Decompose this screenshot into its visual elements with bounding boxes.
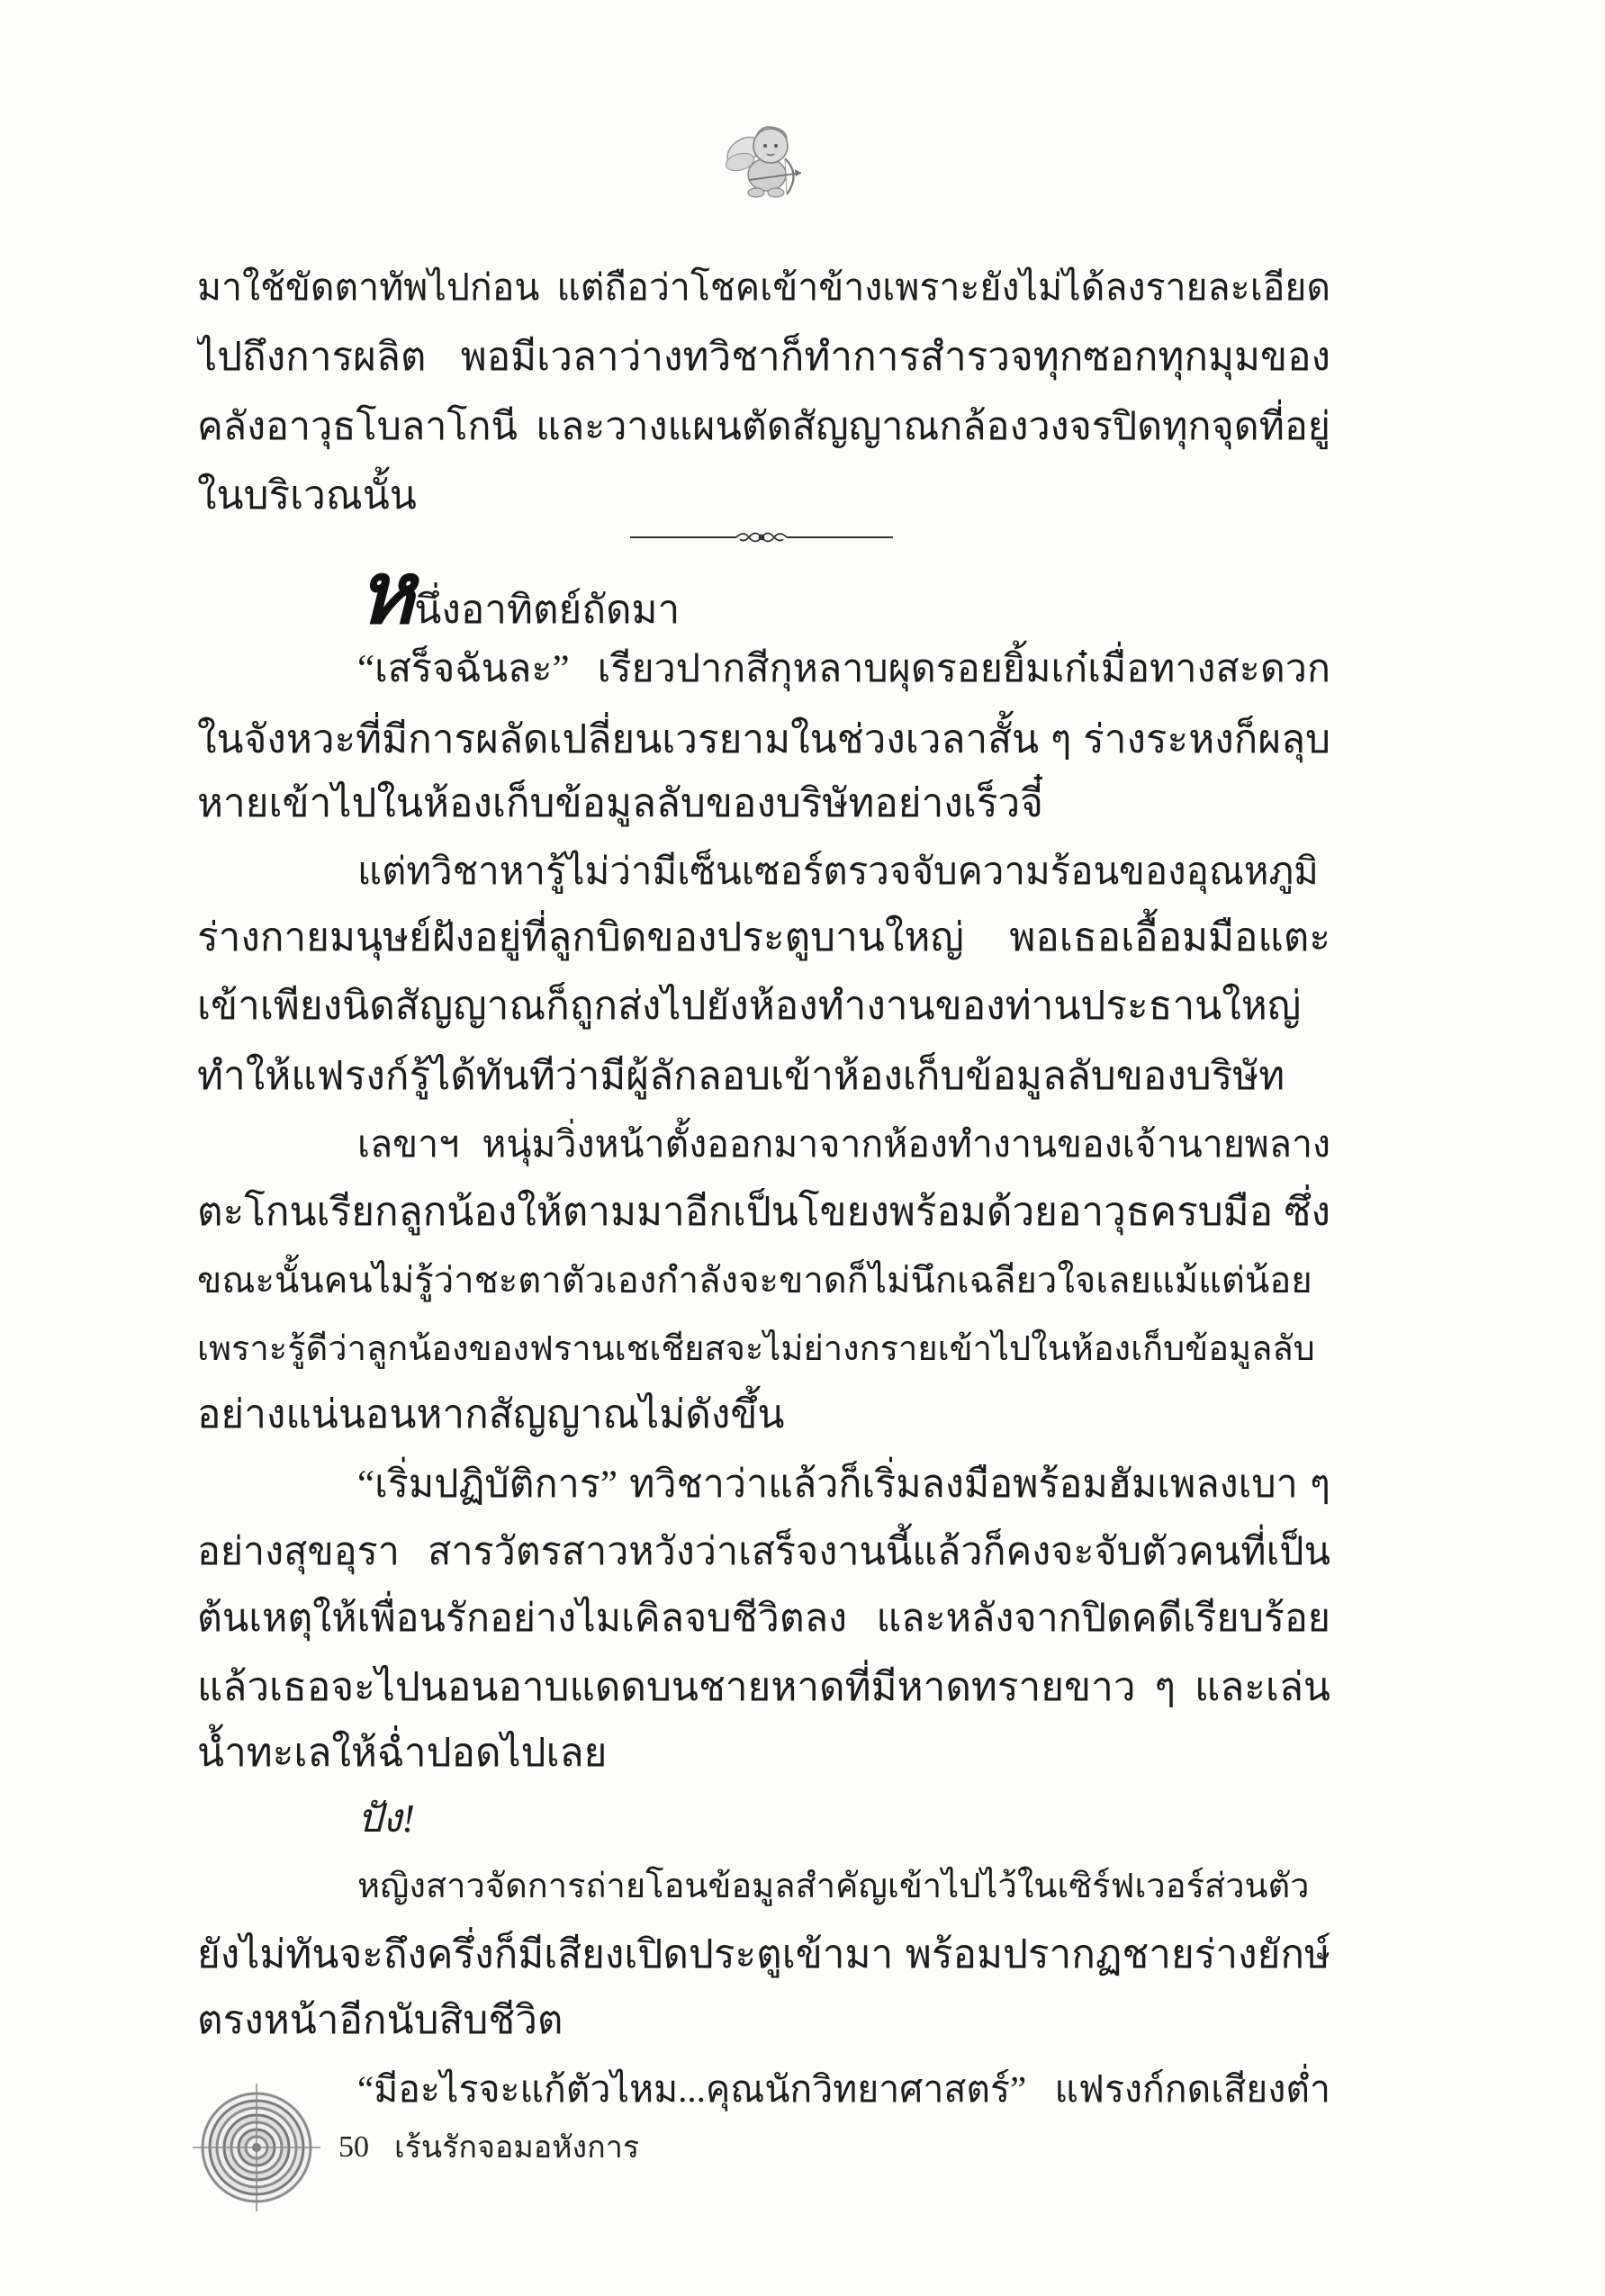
cupid-icon bbox=[722, 113, 807, 202]
drop-cap: ห bbox=[357, 545, 415, 642]
body-line: ตรงหน้าอีกนับสิบชีวิต bbox=[197, 1998, 564, 2042]
body-line: แต่ทวิชาหารู้ไม่ว่ามีเซ็นเซอร์ตรวจจับความร้อนของอุณหภูมิ bbox=[357, 851, 1319, 893]
body-line: ตะโกนเรียกลูกน้องให้ตามมาอีกเป็นโขยงพร้อมด้วยอาวุธครบมือ ซึ่ง bbox=[197, 1190, 1330, 1234]
body-line: อย่างแน่นอนหากสัญญาณไม่ดังขึ้น bbox=[197, 1392, 785, 1436]
body-line: หายเข้าไปในห้องเก็บข้อมูลลับของบริษัทอย่างเร็วจี๋ bbox=[197, 781, 1043, 825]
scroll-flourish-icon bbox=[736, 534, 787, 542]
body-line: ไปถึงการผลิต พอมีเวลาว่างทวิชาก็ทำการสำรวจทุกซอกทุกมุมของ bbox=[197, 335, 1330, 379]
body-line: คลังอาวุธโบลาโกนี และวางแผนตัดสัญญาณกล้องวงจรปิดทุกจุดที่อยู่ bbox=[197, 406, 1330, 448]
body-line: หญิงสาวจัดการถ่ายโอนข้อมูลสำคัญเข้าไปไว้ในเซิร์ฟเวอร์ส่วนตัว bbox=[357, 1868, 1310, 1905]
section-opening-text: นึ่งอาทิตย์ถัดมา bbox=[414, 588, 681, 632]
body-line: แล้วเธอจะไปนอนอาบแดดบนชายหาดที่มีหาดทรายขาว ๆ และเล่น bbox=[197, 1665, 1330, 1709]
body-line: เพราะรู้ดีว่าลูกน้องของฟรานเชเชียสจะไม่ย่างกรายเข้าไปในห้องเก็บข้อมูลลับ bbox=[197, 1330, 1315, 1368]
body-line: เลขาฯ หนุ่มวิ่งหน้าตั้งออกมาจากห้องทำงานของเจ้านายพลาง bbox=[357, 1123, 1330, 1165]
book-title: เร้นรักจอมอหังการ bbox=[394, 2130, 640, 2165]
body-line: ต้นเหตุให้เพื่อนรักอย่างไมเคิลจบชีวิตลง และหลังจากปิดคดีเรียบร้อย bbox=[197, 1598, 1330, 1640]
body-line: มาใช้ขัดตาทัพไปก่อน แต่ถือว่าโชคเข้าข้างเพราะยังไม่ได้ลงรายละเอียด bbox=[197, 266, 1330, 308]
body-line: ทำให้แฟรงก์รู้ได้ทันทีว่ามีผู้ลักลอบเข้าห้องเก็บข้อมูลลับของบริษัท bbox=[197, 1054, 1285, 1098]
body-line: น้ำทะเลให้ฉ่ำปอดไปเลย bbox=[197, 1731, 608, 1775]
page-number: 50 bbox=[338, 2130, 369, 2164]
body-line: ร่างกายมนุษย์ฝังอยู่ที่ลูกบิดของประตูบานใหญ่ พอเธอเอื้อมมือแตะ bbox=[197, 915, 1330, 959]
body-line: ในจังหวะที่มีการผลัดเปลี่ยนเวรยามในช่วงเวลาสั้น ๆ ร่างระหงก็ผลุบ bbox=[197, 717, 1330, 761]
body-line: ยังไม่ทันจะถึงครึ่งก็มีเสียงเปิดประตูเข้ามา พร้อมปรากฏชายร่างยักษ์ bbox=[197, 1932, 1330, 1976]
section-opening bbox=[357, 545, 1330, 642]
body-line: “เสร็จฉันละ” เรียวปากสีกุหลาบผุดรอยยิ้มเก๋เมื่อทางสะดวก bbox=[357, 648, 1330, 690]
body-line: ขณะนั้นคนไม่รู้ว่าชะตาตัวเองกำลังจะขาดก็ไม่นึกเฉลียวใจเลยแม้แต่น้อย bbox=[197, 1260, 1312, 1301]
target-icon bbox=[189, 2080, 324, 2215]
body-line: อย่างสุขอุรา สารวัตรสาวหวังว่าเสร็จงานนี้แล้วก็คงจะจับตัวคนที่เป็น bbox=[197, 1531, 1330, 1573]
body-line-emphasis: ปัง! bbox=[357, 1796, 416, 1841]
body-line: “มีอะไรจะแก้ตัวไหม...คุณนักวิทยาศาสตร์” แฟรงก์กดเสียงต่ำ bbox=[357, 2068, 1330, 2110]
section-divider bbox=[630, 526, 893, 549]
body-line: “เริ่มปฏิบัติการ” ทวิชาว่าแล้วก็เริ่มลงมือพร้อมฮัมเพลงเบา ๆ bbox=[357, 1463, 1330, 1506]
body-line: ในบริเวณนั้น bbox=[197, 473, 417, 518]
body-line: เข้าเพียงนิดสัญญาณก็ถูกส่งไปยังห้องทำงานของท่านประธานใหญ่ bbox=[197, 984, 1302, 1028]
